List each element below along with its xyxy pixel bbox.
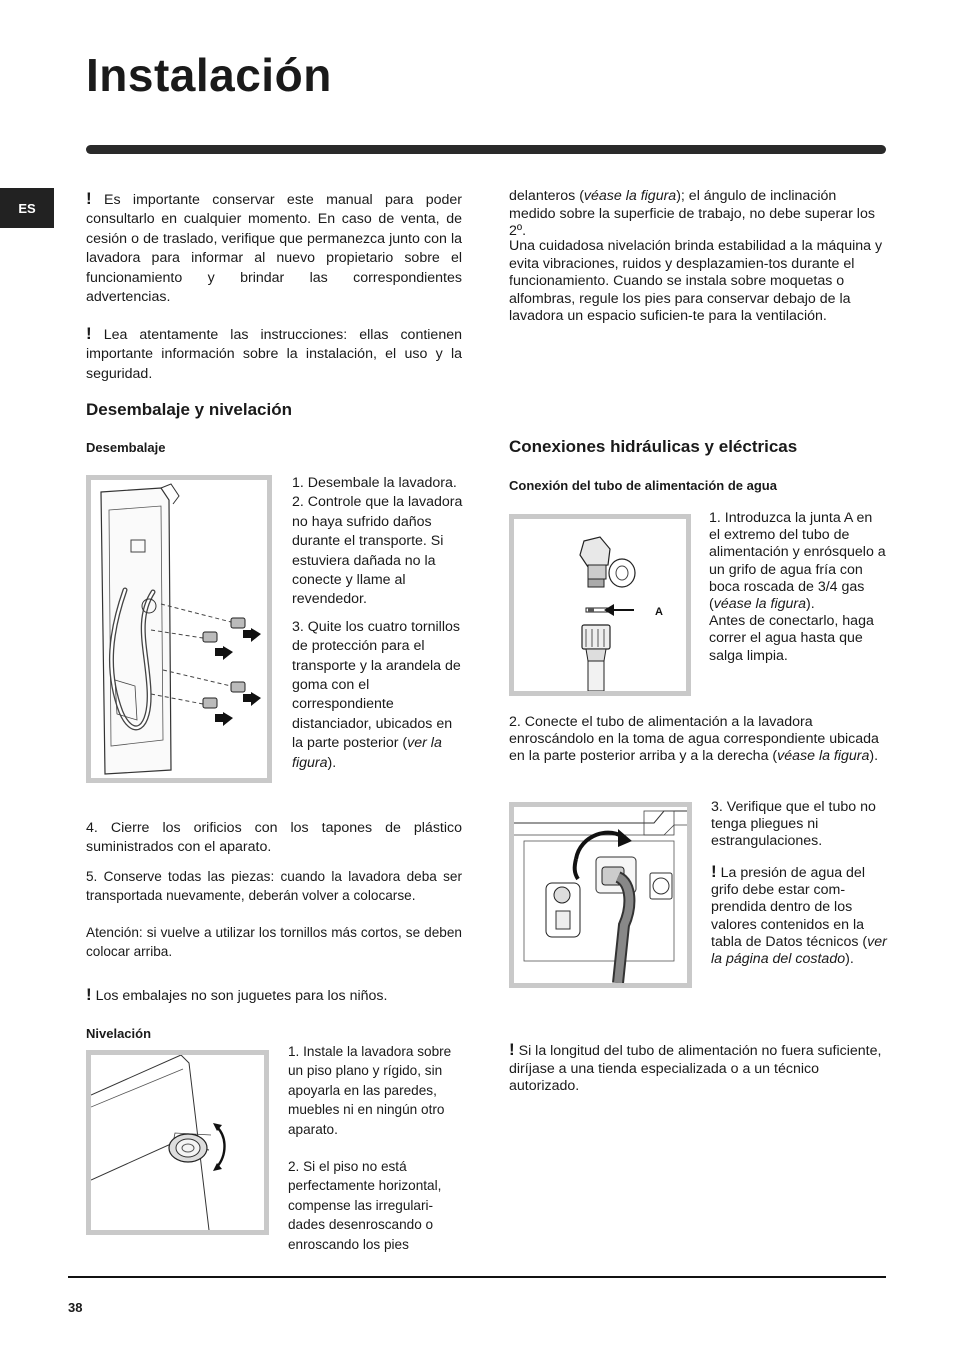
leveling-note: Una cuidadosa nivelación brinda estabilidad a la máquina y evita vibraciones, ruidos y desplazamien-tos durante el funcionamiento. Cuando se instala sobre moquetas o alfombras, regule los pies para conservar debajo de la lavadora un espacio suficien-te para la ventilación. <box>509 238 883 325</box>
section-heading-connections: Conexiones hidráulicas y eléctricas <box>509 437 798 456</box>
unpacking-steps <box>292 474 464 773</box>
length-warning: ! Si la longitud del tubo de alimentación no fuera suficiente, diríjase a una tienda especializada o a un técnico autorizado. <box>509 1040 882 1095</box>
pressure-warning: ! La presión de agua del grifo debe estar com-prendida dentro de los valores contenidos en la tabla de Datos técnicos (ver la página del costado). <box>711 862 887 968</box>
footer-rule <box>68 1276 886 1278</box>
title-rule <box>86 145 886 154</box>
hose-step-2: 2. Conecte el tubo de alimentación a la lavadora enroscándolo en la toma de agua correspondiente ubicada en la parte posterior arriba y a la derecha (véase la figura). <box>509 714 879 764</box>
level-step-1: 1. Instale la lavadora sobre un piso plano y rígido, sin apoyarla en las paredes, muebles ni en ningún otro aparato. <box>288 1044 452 1137</box>
unpack-step-3: 3. Quite los cuatro tornillos de protección para el transporte y la arandela de goma con el correspondiente distanciador, ubicados en la parte posterior (ver la figura). <box>292 618 461 771</box>
warning-icon: ! <box>86 985 92 1004</box>
section-heading-unpacking: Desembalaje y nivelación <box>86 400 292 419</box>
machine-inlet-figure <box>509 802 692 988</box>
machine-back-illustration <box>91 480 267 778</box>
inlet-illustration <box>514 807 687 983</box>
subheading-leveling: Nivelación <box>86 1026 152 1041</box>
leveling-figure <box>86 1050 269 1235</box>
warning-icon: ! <box>711 862 717 881</box>
language-tab: ES <box>0 188 54 228</box>
hose-step-3: 3. Verifique que el tubo no tenga pliegues ni estrangulaciones. <box>711 799 876 850</box>
intro-paragraph-1: ! Es importante conservar este manual para poder consultarlo en cualquier momento. En caso de venta, de cesión o de traslado, verifique que permanezca junto con la lavadora para informar al nuevo propietario sobre el funcionamiento y brindar las correspondientes advertencias. <box>86 189 462 306</box>
packaging-warning: ! Los embalajes no son juguetes para los niños. <box>86 985 388 1004</box>
unpack-step-4: 4. Cierre los orificios con los tapones de plástico suministrados con el aparato. <box>86 820 462 856</box>
unpack-step-1: 1. Desembale la lavadora. <box>292 475 457 491</box>
page-title: Instalación <box>86 49 332 101</box>
unpack-step-2: 2. Controle que la lavadora no haya sufrido daños durante el transporte. Si estuviera dañada no la conecte y llame al revendedor. <box>292 494 463 608</box>
unpack-step-5: 5. Conserve todas las piezas: cuando la lavadora deba ser transportada nuevamente, deberán volver a colocarse. <box>86 869 462 904</box>
leveling-continued: delanteros (véase la figura); el ángulo de inclinación medido sobre la superficie de trabajo, no debe superar los 2º. <box>509 188 875 240</box>
leveling-steps <box>288 1042 466 1254</box>
warning-icon: ! <box>86 324 92 343</box>
tap-connection-figure <box>509 514 691 696</box>
subheading-unpacking: Desembalaje <box>86 440 166 455</box>
arrow-icon <box>604 604 614 616</box>
screw-icon <box>203 618 245 708</box>
foot-adjust-illustration <box>91 1055 264 1230</box>
attention-note: Atención: si vuelve a utilizar los tornillos más cortos, se deben colocar arriba. <box>86 925 462 960</box>
arrow-icon <box>215 628 261 726</box>
warning-icon: ! <box>509 1040 515 1059</box>
unpacking-figure <box>86 475 272 783</box>
arrow-icon <box>213 1163 222 1171</box>
hose-step-1: 1. Introduzca la junta A en el extremo del tubo de alimentación y enrósquelo a un grifo de agua fría con boca roscada de 3/4 gas (véase la figura). Antes de conectarlo, haga correr el agua hasta que salga limpia. <box>709 510 886 664</box>
intro-paragraph-2: ! Lea atentamente las instrucciones: ellas contienen importante información sobre la instalación, el uso y la seguridad. <box>86 324 462 382</box>
label-a: A <box>655 606 663 618</box>
level-step-2: 2. Si el piso no está perfectamente horizontal, compense las irregulari-dades desenroscando o enroscando los pies <box>288 1159 442 1252</box>
subheading-water-hose: Conexión del tubo de alimentación de agua <box>509 478 777 493</box>
warning-icon: ! <box>86 189 92 208</box>
page-number: 38 <box>68 1300 83 1315</box>
arrow-icon <box>618 829 632 847</box>
tap-joint-illustration <box>514 519 686 691</box>
